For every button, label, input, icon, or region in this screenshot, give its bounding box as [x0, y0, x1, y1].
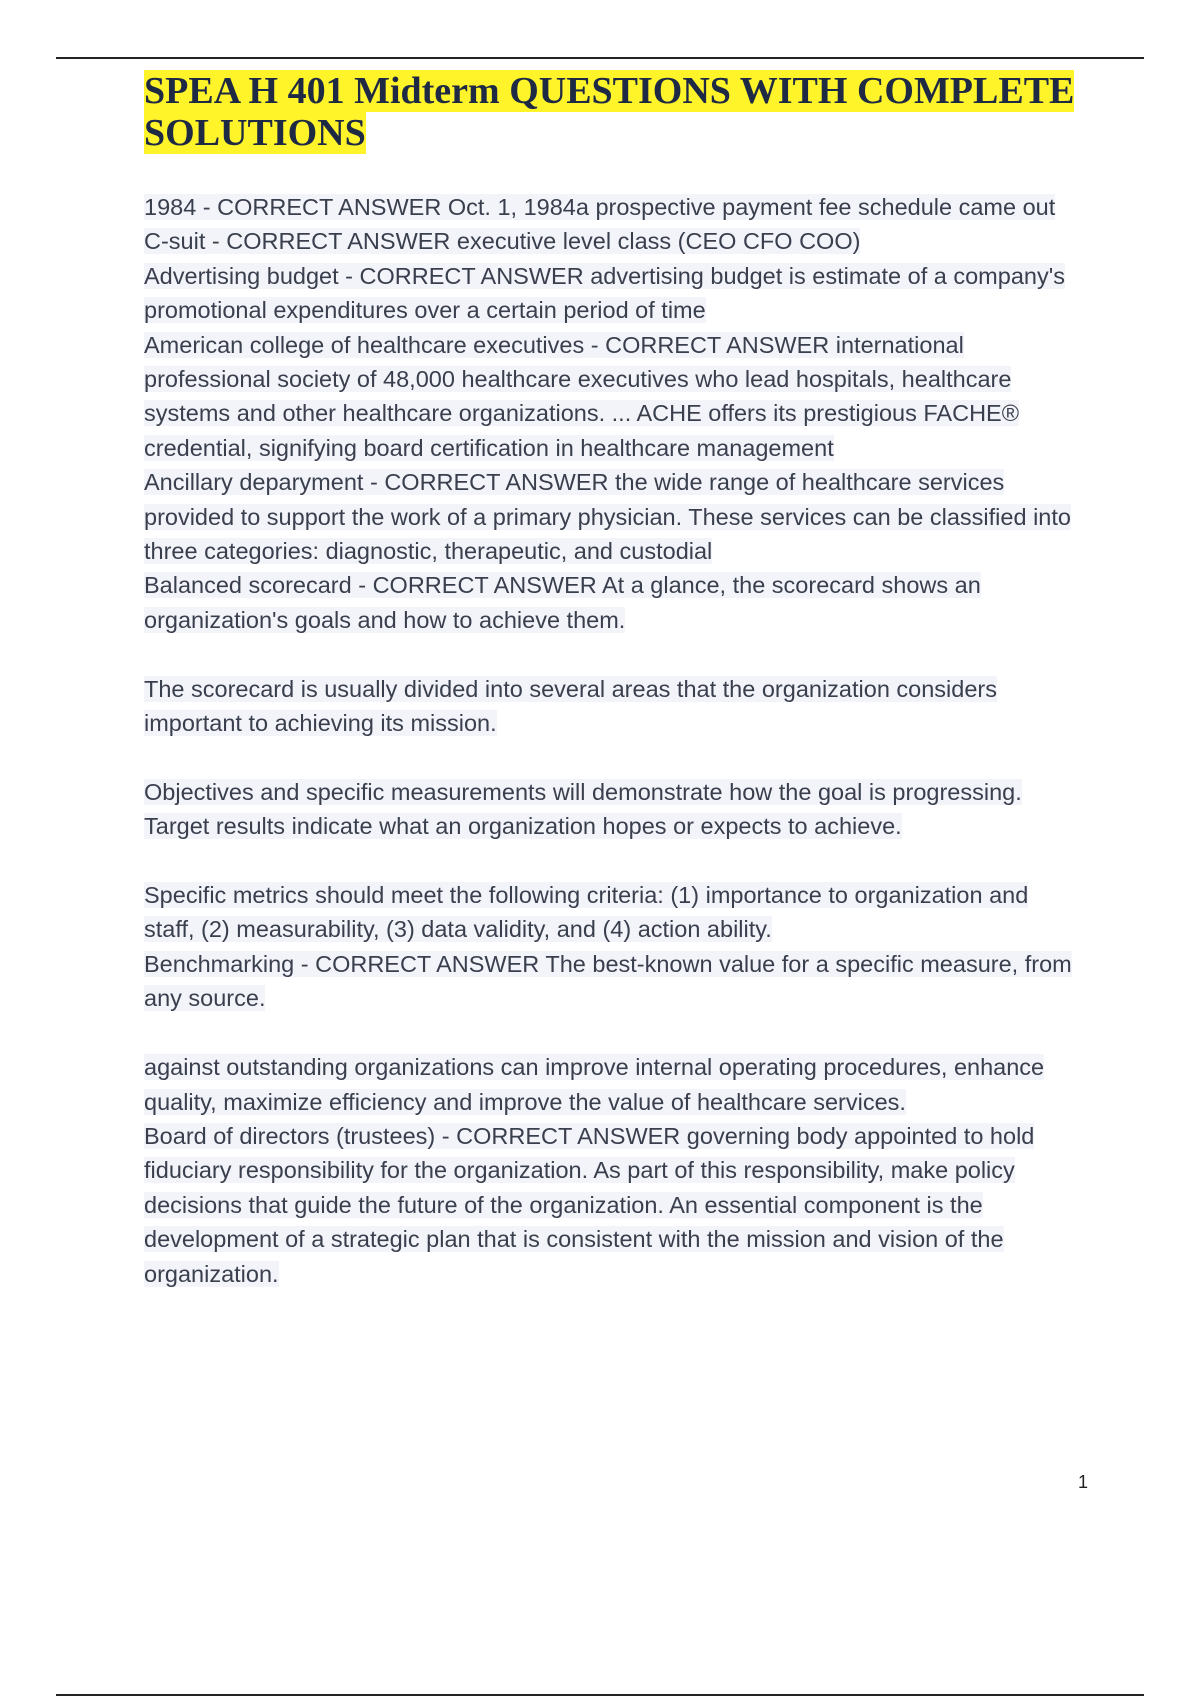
paragraph — [144, 775, 1084, 844]
footer-rule — [56, 1694, 1144, 1696]
title-highlight: SPEA H 401 Midterm QUESTIONS WITH COMPLETE SOLUTIONS — [144, 70, 1075, 154]
paragraph-gap — [144, 1016, 1084, 1050]
paragraph-text: Specific metrics should meet the following criteria: (1) importance to organization and staff, (2) measurability, (3) data validity, and (4) action ability. — [144, 882, 1029, 943]
paragraph — [144, 259, 1084, 328]
paragraph-gap — [144, 844, 1084, 878]
document-content — [144, 70, 1084, 1291]
paragraph — [144, 190, 1084, 224]
paragraph-text: 1984 - CORRECT ANSWER Oct. 1, 1984a prospective payment fee schedule came out — [144, 194, 1056, 220]
paragraph-text: C-suit - CORRECT ANSWER executive level class (CEO CFO COO) — [144, 228, 861, 255]
page-number: 1 — [1077, 1472, 1088, 1492]
paragraph-gap — [144, 637, 1084, 671]
paragraph — [144, 672, 1084, 741]
paragraph — [144, 878, 1084, 947]
paragraph-text: American college of healthcare executives - CORRECT ANSWER international professional society of 48,000 healthcare executives who lead hospitals, healthcare systems and other healthcare organizations. ... ACHE offers its prestigious FACHE® credential, signifying board certification in healthcare management — [144, 331, 1020, 461]
paragraph — [144, 1119, 1084, 1291]
document-body — [144, 190, 1084, 1291]
paragraph-gap — [144, 740, 1084, 774]
paragraph — [144, 328, 1084, 466]
paragraph — [144, 465, 1084, 568]
paragraph-text: Objectives and specific measurements will demonstrate how the goal is progressing. Target results indicate what an organization hopes or expects to achieve. — [144, 778, 1022, 840]
paragraph — [144, 947, 1084, 1016]
paragraph — [144, 1050, 1084, 1119]
paragraph-text: Advertising budget - CORRECT ANSWER advertising budget is estimate of a company's promotional expenditures over a certain period of time — [144, 262, 1065, 324]
paragraph-text: Benchmarking - CORRECT ANSWER The best-known value for a specific measure, from any source. — [144, 950, 1072, 1012]
paragraph-text: against outstanding organizations can improve internal operating procedures, enhance quality, maximize efficiency and improve the value of healthcare services. — [144, 1054, 1045, 1115]
paragraph — [144, 568, 1084, 637]
paragraph-text: Ancillary deparyment - CORRECT ANSWER the wide range of healthcare services provided to support the work of a primary physician. These services can be classified into three categories: diagnostic, therapeutic, and custodial — [144, 469, 1071, 565]
paragraph-text: Balanced scorecard - CORRECT ANSWER At a glance, the scorecard shows an organization's goals and how to achieve them. — [144, 572, 981, 633]
paragraph-text: Board of directors (trustees) - CORRECT ANSWER governing body appointed to hold fiduciary responsibility for the organization. As part of this responsibility, make policy decisions that guide the future of the organization. An essential component is the development of a strategic plan that is consistent with the mission and vision of the organization. — [144, 1122, 1035, 1287]
header-rule — [56, 57, 1144, 59]
page-title — [144, 70, 1084, 154]
paragraph-text: The scorecard is usually divided into several areas that the organization considers important to achieving its mission. — [144, 675, 997, 737]
paragraph — [144, 224, 1084, 258]
